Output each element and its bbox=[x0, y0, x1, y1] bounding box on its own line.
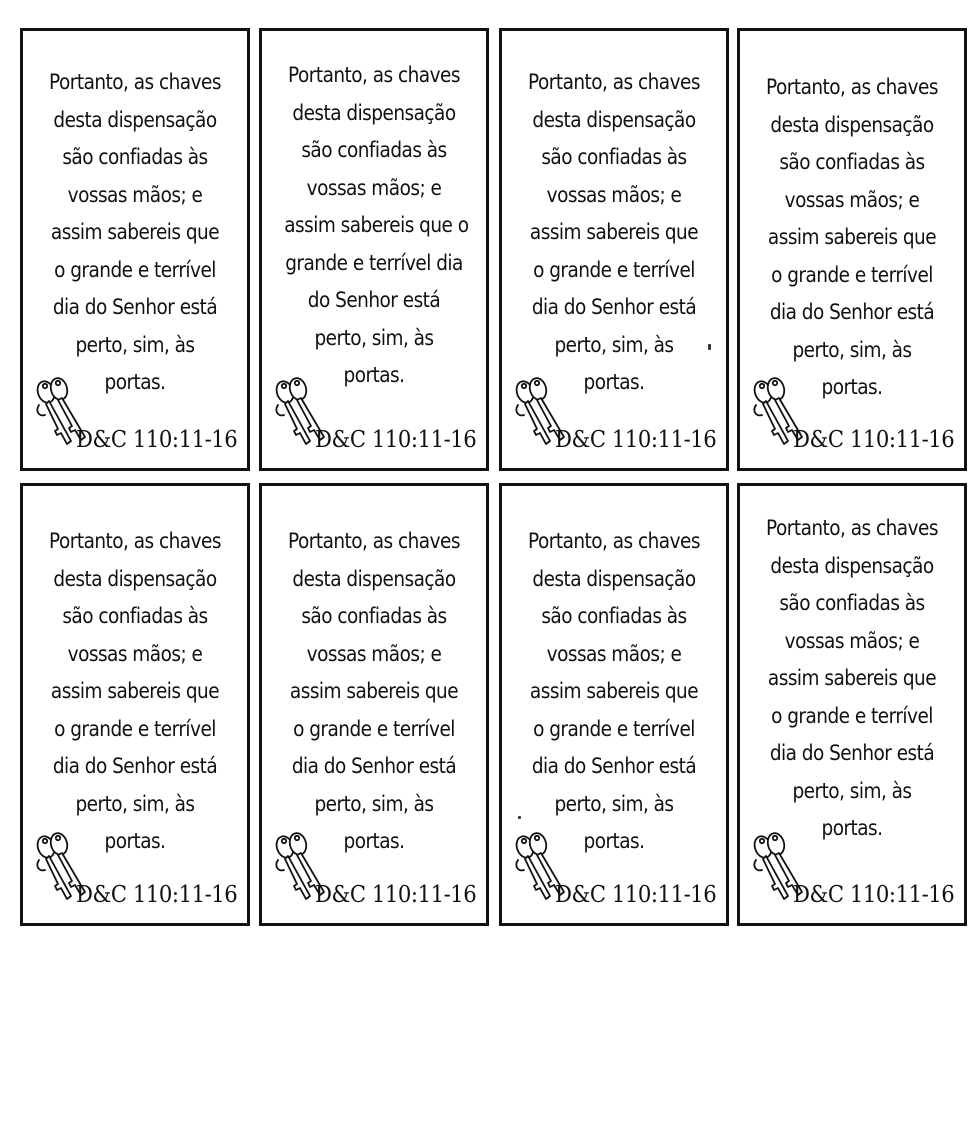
scripture-reference: D&C 110:11-16 bbox=[75, 427, 237, 453]
quote-line: vossas mãos; e bbox=[306, 175, 442, 200]
scripture-card bbox=[259, 28, 489, 471]
quote-line: assim sabereis que bbox=[529, 679, 699, 703]
quote-line: Portanto, as chaves bbox=[528, 529, 700, 553]
quote-line: Portanto, as chaves bbox=[49, 70, 221, 94]
quote-line: assim sabereis que bbox=[767, 666, 937, 690]
quote-line: perto, sim, às bbox=[792, 778, 912, 803]
quote-line: assim sabereis que bbox=[50, 679, 220, 703]
quote-line: vossas mãos; e bbox=[67, 641, 203, 666]
quote-line: vossas mãos; e bbox=[306, 641, 442, 666]
quote-line: desta dispensação bbox=[53, 566, 217, 591]
quote-line: portas. bbox=[821, 816, 883, 840]
quote-line: perto, sim, às bbox=[314, 791, 434, 816]
quote-line: desta dispensação bbox=[770, 553, 934, 578]
quote-line: Portanto, as chaves bbox=[528, 70, 700, 94]
quote-line: o grande e terrível bbox=[533, 257, 695, 282]
quote-line: são confiadas às bbox=[779, 150, 925, 174]
quote-line: dia do Senhor está bbox=[531, 295, 697, 319]
card-quote bbox=[762, 510, 942, 848]
scripture-reference: D&C 110:11-16 bbox=[792, 427, 954, 453]
quote-line: desta dispensação bbox=[292, 566, 456, 591]
quote-line: Portanto, as chaves bbox=[49, 529, 221, 553]
quote-line: portas. bbox=[583, 829, 645, 853]
ink-speck bbox=[708, 344, 711, 350]
quote-line: desta dispensação bbox=[53, 107, 217, 132]
quote-line: desta dispensação bbox=[770, 112, 934, 137]
card-quote bbox=[762, 69, 942, 407]
ink-speck bbox=[518, 816, 521, 819]
quote-line: desta dispensação bbox=[532, 107, 696, 132]
quote-line: o grande e terrível bbox=[54, 716, 216, 741]
quote-line: vossas mãos; e bbox=[784, 187, 920, 212]
quote-line: assim sabereis que bbox=[50, 220, 220, 244]
quote-line: dia do Senhor está bbox=[769, 300, 935, 324]
scripture-card bbox=[20, 28, 250, 471]
quote-line: perto, sim, às bbox=[554, 791, 674, 816]
quote-line: grande e terrível dia bbox=[285, 250, 463, 275]
card-quote bbox=[524, 64, 704, 402]
scripture-card bbox=[499, 483, 729, 926]
quote-line: do Senhor está bbox=[307, 288, 441, 312]
quote-line: Portanto, as chaves bbox=[766, 75, 938, 99]
card-quote bbox=[284, 523, 464, 861]
scripture-reference: D&C 110:11-16 bbox=[314, 427, 476, 453]
quote-line: assim sabereis que bbox=[767, 225, 937, 249]
quote-line: portas. bbox=[821, 375, 883, 399]
quote-line: dia do Senhor está bbox=[52, 295, 218, 319]
card-quote bbox=[45, 64, 225, 402]
quote-line: são confiadas às bbox=[779, 591, 925, 615]
scripture-card bbox=[20, 483, 250, 926]
quote-line: perto, sim, às bbox=[554, 332, 674, 357]
scripture-reference: D&C 110:11-16 bbox=[792, 882, 954, 908]
scripture-reference: D&C 110:11-16 bbox=[314, 882, 476, 908]
quote-line: são confiadas às bbox=[301, 138, 447, 162]
card-quote bbox=[45, 523, 225, 861]
quote-line: perto, sim, às bbox=[75, 791, 195, 816]
quote-line: o grande e terrível bbox=[293, 716, 455, 741]
scripture-card bbox=[737, 483, 967, 926]
scripture-reference: D&C 110:11-16 bbox=[554, 427, 716, 453]
quote-line: são confiadas às bbox=[541, 145, 687, 169]
quote-line: assim sabereis que o bbox=[284, 213, 469, 237]
scripture-card bbox=[499, 28, 729, 471]
quote-line: vossas mãos; e bbox=[784, 628, 920, 653]
quote-line: desta dispensação bbox=[292, 100, 456, 125]
scripture-card bbox=[259, 483, 489, 926]
quote-line: o grande e terrível bbox=[533, 716, 695, 741]
quote-line: portas. bbox=[343, 363, 405, 387]
quote-line: perto, sim, às bbox=[75, 332, 195, 357]
quote-line: o grande e terrível bbox=[771, 703, 933, 728]
quote-line: portas. bbox=[583, 370, 645, 394]
quote-line: perto, sim, às bbox=[792, 337, 912, 362]
quote-line: vossas mãos; e bbox=[546, 641, 682, 666]
quote-line: dia do Senhor está bbox=[769, 741, 935, 765]
scripture-card bbox=[737, 28, 967, 471]
quote-line: o grande e terrível bbox=[771, 262, 933, 287]
quote-line: desta dispensação bbox=[532, 566, 696, 591]
quote-line: são confiadas às bbox=[62, 604, 208, 628]
quote-line: são confiadas às bbox=[541, 604, 687, 628]
quote-line: assim sabereis que bbox=[529, 220, 699, 244]
quote-line: perto, sim, às bbox=[314, 325, 434, 350]
quote-line: Portanto, as chaves bbox=[766, 516, 938, 540]
quote-line: assim sabereis que bbox=[289, 679, 459, 703]
quote-line: dia do Senhor está bbox=[531, 754, 697, 778]
scripture-reference: D&C 110:11-16 bbox=[554, 882, 716, 908]
quote-line: são confiadas às bbox=[301, 604, 447, 628]
quote-line: o grande e terrível bbox=[54, 257, 216, 282]
quote-line: dia do Senhor está bbox=[52, 754, 218, 778]
quote-line: vossas mãos; e bbox=[546, 182, 682, 207]
quote-line: portas. bbox=[343, 829, 405, 853]
quote-line: Portanto, as chaves bbox=[288, 63, 460, 87]
quote-line: portas. bbox=[104, 829, 166, 853]
quote-line: dia do Senhor está bbox=[291, 754, 457, 778]
quote-line: são confiadas às bbox=[62, 145, 208, 169]
quote-line: Portanto, as chaves bbox=[288, 529, 460, 553]
quote-line: vossas mãos; e bbox=[67, 182, 203, 207]
scripture-reference: D&C 110:11-16 bbox=[75, 882, 237, 908]
card-quote bbox=[524, 523, 704, 861]
card-quote bbox=[284, 57, 469, 395]
quote-line: portas. bbox=[104, 370, 166, 394]
